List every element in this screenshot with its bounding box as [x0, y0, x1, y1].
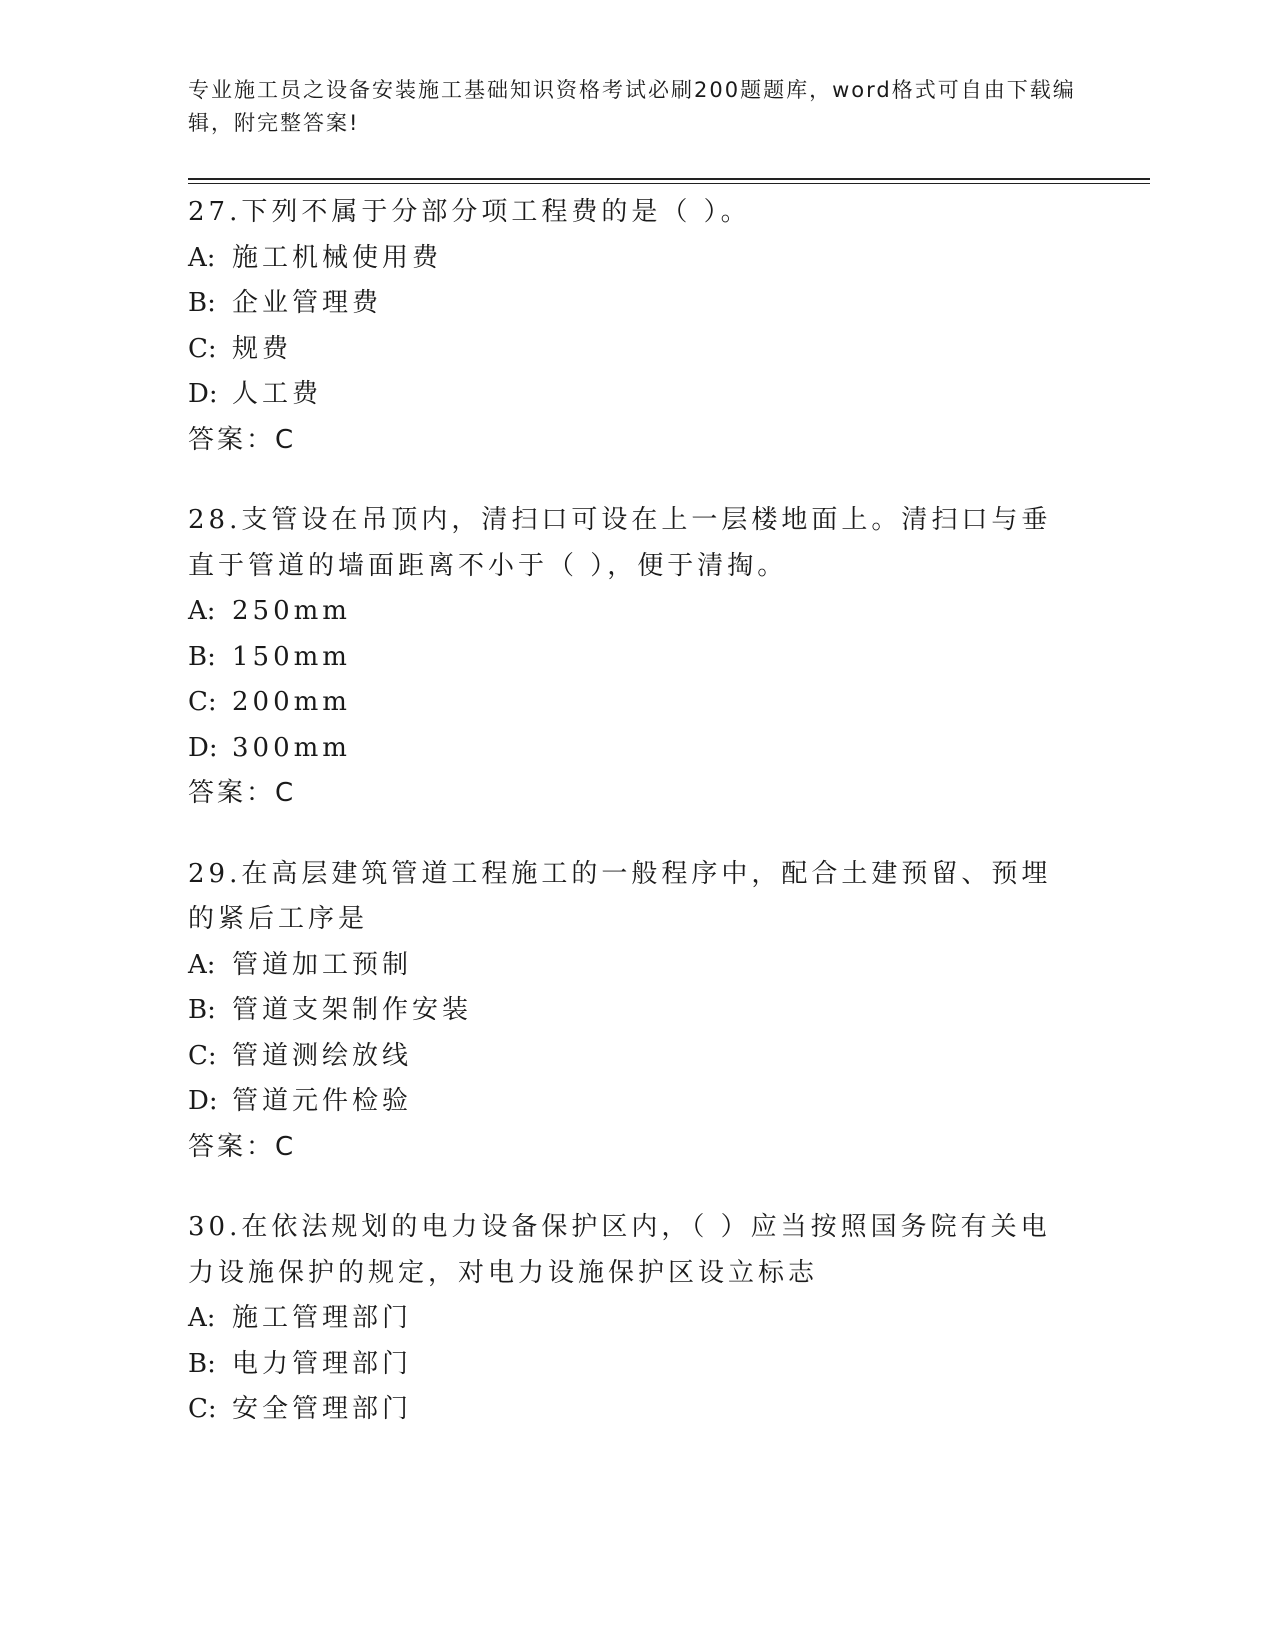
- option-a: [188, 236, 1088, 282]
- option-text: 管道元件检验: [232, 1086, 413, 1116]
- option-a: [188, 1296, 1088, 1342]
- option-text: 250mm: [232, 596, 351, 626]
- option-letter: A:: [188, 596, 216, 626]
- option-text: 人工费: [232, 379, 323, 409]
- option-text: 200mm: [232, 687, 351, 717]
- option-text: 施工管理部门: [232, 1303, 413, 1333]
- option-letter: C:: [188, 1394, 217, 1424]
- question-stem: 27.下列不属于分部分项工程费的是（ ）。: [188, 197, 751, 227]
- option-c: [188, 1034, 1088, 1080]
- option-d: [188, 726, 1088, 772]
- option-letter: B:: [188, 1348, 216, 1379]
- answer-line: 答案：C: [188, 424, 297, 455]
- option-letter: A:: [188, 1303, 216, 1333]
- option-letter: C:: [188, 1040, 217, 1071]
- option-b: [188, 281, 1088, 327]
- question-stem: 28.支管设在吊顶内，清扫口可设在上一层楼地面上。清扫口与垂直于管道的墙面距离不小于（ ），便于清掏。: [188, 505, 1052, 581]
- option-text: 施工机械使用费: [232, 242, 443, 273]
- option-c: [188, 1387, 1088, 1433]
- option-letter: A:: [188, 242, 216, 273]
- option-b: [188, 988, 1088, 1034]
- option-a: [188, 589, 1088, 635]
- option-c: [188, 680, 1088, 726]
- option-letter: A:: [188, 949, 216, 980]
- option-letter: C:: [188, 687, 217, 717]
- question-stem: 30.在依法规划的电力设备保护区内，（ ）应当按照国务院有关电力设施保护的规定，对电力设施保护区设立标志: [188, 1212, 1051, 1288]
- question-27: [188, 190, 1088, 463]
- option-letter: D:: [188, 379, 218, 409]
- option-text: 管道加工预制: [232, 949, 413, 980]
- header-divider-thick: [188, 178, 1150, 180]
- question-28: [188, 498, 1088, 817]
- option-text: 管道测绘放线: [232, 1040, 413, 1071]
- header-divider-thin: [188, 183, 1150, 184]
- option-d: [188, 1079, 1088, 1125]
- option-letter: B:: [188, 995, 216, 1025]
- option-d: [188, 372, 1088, 418]
- option-text: 150mm: [232, 641, 351, 672]
- option-a: [188, 943, 1088, 989]
- option-text: 安全管理部门: [232, 1394, 413, 1424]
- option-letter: D:: [188, 732, 218, 763]
- option-b: [188, 1342, 1088, 1388]
- option-c: [188, 327, 1088, 373]
- option-text: 300mm: [232, 732, 351, 763]
- option-letter: B:: [188, 641, 216, 672]
- document-header: 专业施工员之设备安装施工基础知识资格考试必刷200题题库，word格式可自由下载编辑，附完整答案!: [188, 78, 1076, 135]
- option-letter: C:: [188, 333, 217, 364]
- option-text: 企业管理费: [232, 288, 383, 318]
- option-b: [188, 635, 1088, 681]
- answer-line: 答案：C: [188, 778, 297, 808]
- option-letter: D:: [188, 1086, 218, 1116]
- option-text: 电力管理部门: [232, 1348, 413, 1379]
- question-30: [188, 1205, 1088, 1433]
- option-text: 规费: [232, 333, 293, 364]
- option-letter: B:: [188, 288, 216, 318]
- question-29: [188, 852, 1088, 1171]
- question-stem: 29.在高层建筑管道工程施工的一般程序中，配合土建预留、预埋的紧后工序是: [188, 858, 1052, 934]
- option-text: 管道支架制作安装: [232, 995, 473, 1025]
- question-list: [188, 190, 1088, 1468]
- answer-line: 答案：C: [188, 1131, 297, 1162]
